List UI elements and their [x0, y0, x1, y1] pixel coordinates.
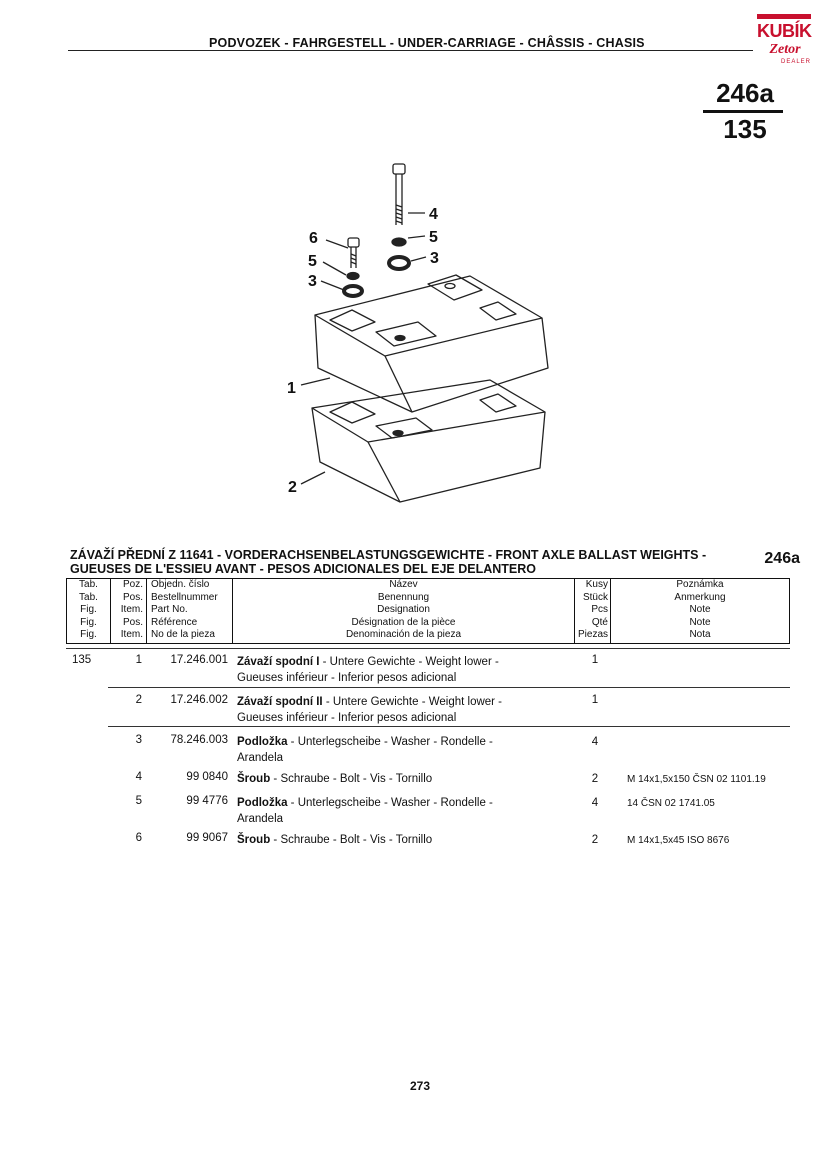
- ballast-weights-drawing: [180, 150, 660, 530]
- callout-4: 4: [429, 206, 438, 223]
- logo-bar: [757, 14, 811, 19]
- row5-note: 14 ČSN 02 1741.05: [627, 798, 715, 809]
- row1-qty: 1: [591, 654, 599, 666]
- callout-6: 6: [309, 230, 318, 247]
- page-ref-figure: 135: [723, 114, 767, 144]
- row4-name: Šroub - Schraube - Bolt - Vis - Tornillo: [237, 773, 433, 785]
- row6-part: 99 9067: [186, 832, 228, 844]
- page-header-title: PODVOZEK - FAHRGESTELL - UNDER-CARRIAGE - CHÂSSIS - CHASIS: [209, 36, 645, 50]
- row3-qty: 4: [591, 736, 599, 748]
- row2-pos: 2: [135, 694, 142, 706]
- section-title-line1: ZÁVAŽÍ PŘEDNÍ Z 11641 - VORDERACHSENBELASTUNGSGEWICHTE - FRONT AXLE BALLAST WEIGHTS -: [70, 548, 707, 562]
- spring-washer-5a: [392, 238, 406, 246]
- row4-part: 99 0840: [186, 771, 228, 783]
- section-code: 246a: [764, 550, 800, 567]
- parts-table-header: [66, 578, 790, 644]
- callout-3-left: 3: [308, 273, 317, 290]
- page-number: 273: [409, 1079, 431, 1093]
- spring-washer-5b: [347, 273, 359, 280]
- row4-qty: 2: [591, 773, 599, 785]
- header-col-pos: Poz. Pos. Item. Pos. Item.: [111, 579, 147, 643]
- page-ref-group: 246a: [716, 78, 774, 108]
- row5-name: Podložka - Unterlegscheibe - Washer - Rondelle - Arandela: [237, 797, 493, 825]
- header-rule: [68, 50, 753, 51]
- callout-5-right: 5: [429, 229, 438, 246]
- row-rule: [108, 687, 790, 688]
- row-rule: [108, 726, 790, 727]
- logo-brand-text: KUBÍK: [757, 21, 812, 41]
- logo-dealer-text: DEALER: [780, 59, 811, 65]
- row6-name: Šroub - Schraube - Bolt - Vis - Tornillo: [237, 834, 433, 846]
- header-col-tab: Tab. Tab. Fig. Fig. Fig.: [67, 579, 111, 643]
- header-col-note: Poznámka Anmerkung Note Note Nota: [674, 579, 726, 641]
- table-top-rule: [66, 648, 790, 649]
- short-bolt-6: [348, 238, 359, 268]
- row6-note: M 14x1,5x45 ISO 8676: [627, 835, 730, 846]
- callout-3-right: 3: [430, 250, 439, 267]
- section-title-line2: GUEUSES DE L'ESSIEU AVANT - PESOS ADICIONALES DEL EJE DELANTERO: [70, 562, 537, 576]
- logo-zetor-text: Zetor: [769, 42, 801, 57]
- row1-part: 17.246.001: [170, 654, 228, 666]
- lower-weight-2: [312, 380, 545, 502]
- row2-part: 17.246.002: [170, 694, 228, 706]
- row4-note: M 14x1,5x150 ČSN 02 1101.19: [627, 774, 766, 785]
- page-ref-rule: [703, 110, 783, 113]
- header-col-part: Objedn. číslo Bestellnummer Part No. Référence No de la pieza: [147, 579, 233, 643]
- kubik-zetor-logo: [755, 12, 813, 70]
- row4-pos: 4: [135, 771, 142, 783]
- washer-3b: [344, 286, 362, 296]
- row5-pos: 5: [135, 795, 142, 807]
- row2-qty: 1: [591, 694, 599, 706]
- callout-2: 2: [288, 479, 297, 496]
- section-title: [70, 548, 730, 576]
- row3-name: Podložka - Unterlegscheibe - Washer - Rondelle - Arandela: [237, 736, 493, 764]
- header-col-name: Název Benennung Designation Désignation de la pièce Denominación de la pieza: [233, 579, 575, 643]
- callout-5-left: 5: [308, 253, 317, 270]
- header-col-qty: Kusy Stück Pcs Qté Piezas: [575, 579, 611, 643]
- callout-1: 1: [287, 380, 296, 397]
- row1-name: Závaží spodní I - Untere Gewichte - Weight lower - Gueuses inférieur - Inferior pesos adicional: [237, 656, 499, 684]
- row6-qty: 2: [591, 834, 599, 846]
- washer-3a: [389, 257, 409, 269]
- row5-part: 99 4776: [186, 795, 228, 807]
- row3-pos: 3: [135, 734, 142, 746]
- row1-pos: 1: [135, 654, 142, 666]
- row2-name: Závaží spodní II - Untere Gewichte - Weight lower - Gueuses inférieur - Inferior pesos adicional: [237, 696, 503, 724]
- row1-tab: 135: [72, 654, 92, 666]
- row3-part: 78.246.003: [170, 734, 228, 746]
- row6-pos: 6: [135, 832, 142, 844]
- long-bolt-4: [393, 164, 405, 225]
- row5-qty: 4: [591, 797, 599, 809]
